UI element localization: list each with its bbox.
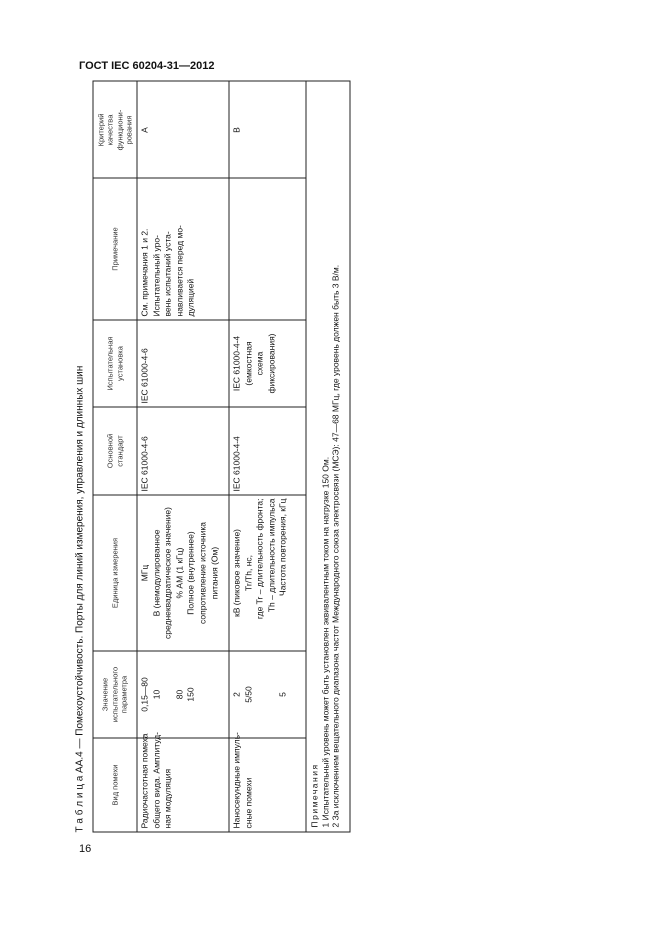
cell-disturbance: Наносекундные импуль- сные помехи <box>229 737 305 831</box>
note-item: 1 Испытательный уровень может быть установлен эквивалентным током на нагрузке 150 Ом. <box>319 456 330 827</box>
cell-test-setup: IEC 61000-4-4 (емкостная схема фиксирования) <box>229 319 305 406</box>
header-disturbance: Вид помехи <box>93 737 136 831</box>
table-caption: Т а б л и ц а АА.4 — Помехоустойчивость. Порты для линий измерения, управления и длинных шин <box>74 365 85 832</box>
cell-remark <box>229 177 305 319</box>
cell-test-value: 2 5/50 5 <box>229 650 305 737</box>
header-test-setup: Испытательная установка <box>93 319 136 406</box>
cell-disturbance: Радиочастотная помеха общего вида. Амплитуд- ная модуляция <box>137 737 228 831</box>
cell-test-value: 0,15—80 10 80 150 <box>137 650 228 737</box>
header-criterion: Критерий качества функциони- рования <box>95 109 133 150</box>
table-row <box>137 81 229 831</box>
rotated-table-block <box>74 80 351 832</box>
notes-title: Примечания <box>309 762 319 827</box>
cell-basic-standard: IEC 61000-4-6 <box>137 406 228 494</box>
document-header: ГОСТ IEC 60204-31—2012 <box>79 60 215 72</box>
cell-criterion: В <box>231 126 241 133</box>
cell-criterion: А <box>139 126 149 133</box>
header-remark: Примечание <box>93 177 136 319</box>
header-unit: Единица измерения <box>93 494 136 650</box>
header-test-value: Значение испытательного параметра <box>93 650 136 737</box>
cell-test-setup: IEC 61000-4-6 <box>137 319 228 406</box>
immunity-table <box>92 80 306 832</box>
cell-basic-standard: IEC 61000-4-4 <box>229 406 305 494</box>
note-item: 2 За исключением вещательного диапазона частот Международного союза электросвязи (МСЭ): 47—68 МГц, где уровень должен быть 3 В/м. <box>330 264 340 827</box>
table-header-row <box>93 81 137 831</box>
cell-unit: МГц В (немодулированное среднеквадратическое значение) % АМ (1 кГц) Полное (внутреннее) сопротивление источника питания (Ом) <box>137 494 228 650</box>
page-number: 16 <box>79 843 92 855</box>
table-row <box>229 81 305 831</box>
cell-remark: См. примечания 1 и 2. Испытательный уро- вень испытаний уста- навливается перед мо- дуляцией <box>137 177 228 319</box>
cell-unit: кВ (пиковое значение) Tr/Th, нс, где Tr – длительность фронта; Th – длительность импульса Частота повторения, кГц <box>229 494 305 650</box>
header-basic-standard: Основной стандарт <box>93 406 136 494</box>
table-notes <box>306 80 350 832</box>
